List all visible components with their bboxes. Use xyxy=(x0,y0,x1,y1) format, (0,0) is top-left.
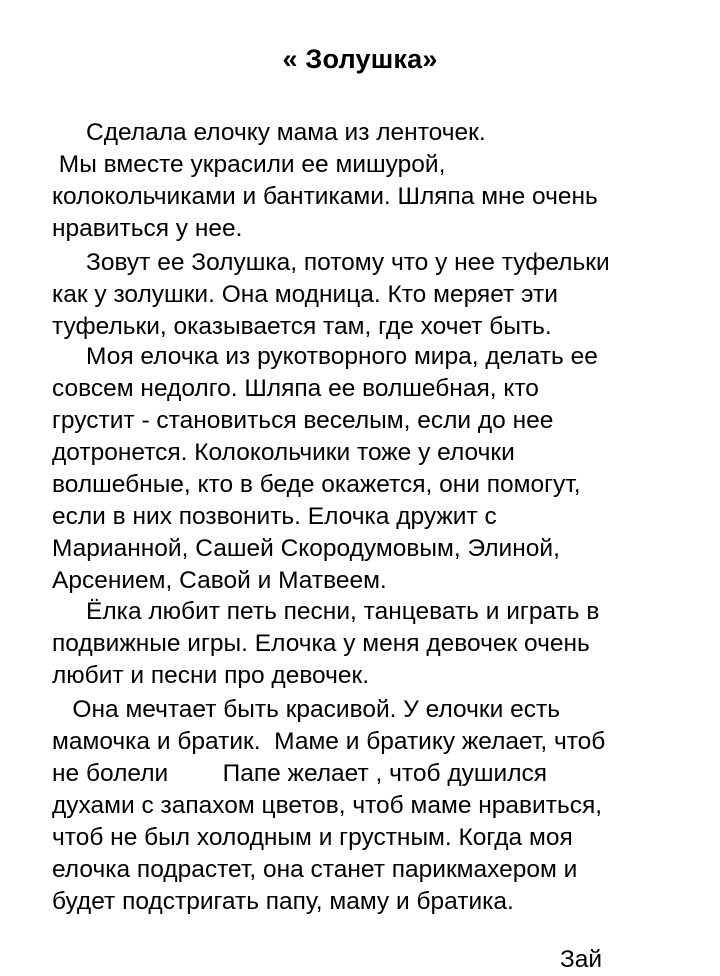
text-line: Арсением, Савой и Матвеем. xyxy=(52,567,387,594)
text-line: чтоб не был холодным и грустным. Когда моя xyxy=(52,824,573,851)
text-line: Марианной, Сашей Скородумовым, Элиной, xyxy=(52,535,560,562)
text-line: туфельки, оказывается там, где хочет быть. xyxy=(52,313,552,340)
text-line: будет подстригать папу, маму и братика. xyxy=(52,888,514,915)
text-line: волшебные, кто в беде окажется, они помогут, xyxy=(52,471,581,498)
text-line: подвижные игры. Елочка у меня девочек очень xyxy=(52,630,590,657)
text-line: колокольчиками и бантиками. Шляпа мне очень xyxy=(52,183,598,210)
text-line: Она мечтает быть красивой. У елочки есть xyxy=(52,696,560,723)
text-line: Моя елочка из рукотворного мира, делать ее xyxy=(52,343,598,370)
text-line: нравиться у нее. xyxy=(52,215,243,242)
text-line: Сделала елочку мама из ленточек. xyxy=(52,119,486,146)
text-line: дотронется. Колокольчики тоже у елочки xyxy=(52,439,515,466)
text-line: Ёлка любит петь песни, танцевать и играть в xyxy=(52,598,600,625)
text-line: елочка подрастет, она станет парикмахером и xyxy=(52,856,578,883)
text-line: не болели Папе желает , чтоб душился xyxy=(52,760,548,787)
text-line: совсем недолго. Шляпа ее волшебная, кто xyxy=(52,375,539,402)
text-line: Мы вместе украсили ее мишурой, xyxy=(52,151,446,178)
page-title: « Золушка» xyxy=(282,44,438,74)
text-line: духами с запахом цветов, чтоб маме нравиться, xyxy=(52,792,603,819)
text-line: как у золушки. Она модница. Кто меряет эти xyxy=(52,281,558,308)
text-line: Зовут ее Золушка, потому что у нее туфельки xyxy=(52,249,610,276)
footer-text-partial: Зай xyxy=(560,946,603,973)
text-line: если в них позвонить. Елочка дружит с xyxy=(52,503,497,530)
text-line: любит и песни про девочек. xyxy=(52,662,370,689)
text-line: грустит - становиться веселым, если до нее xyxy=(52,407,554,434)
text-line: мамочка и братик. Маме и братику желает, чтоб xyxy=(52,728,606,755)
